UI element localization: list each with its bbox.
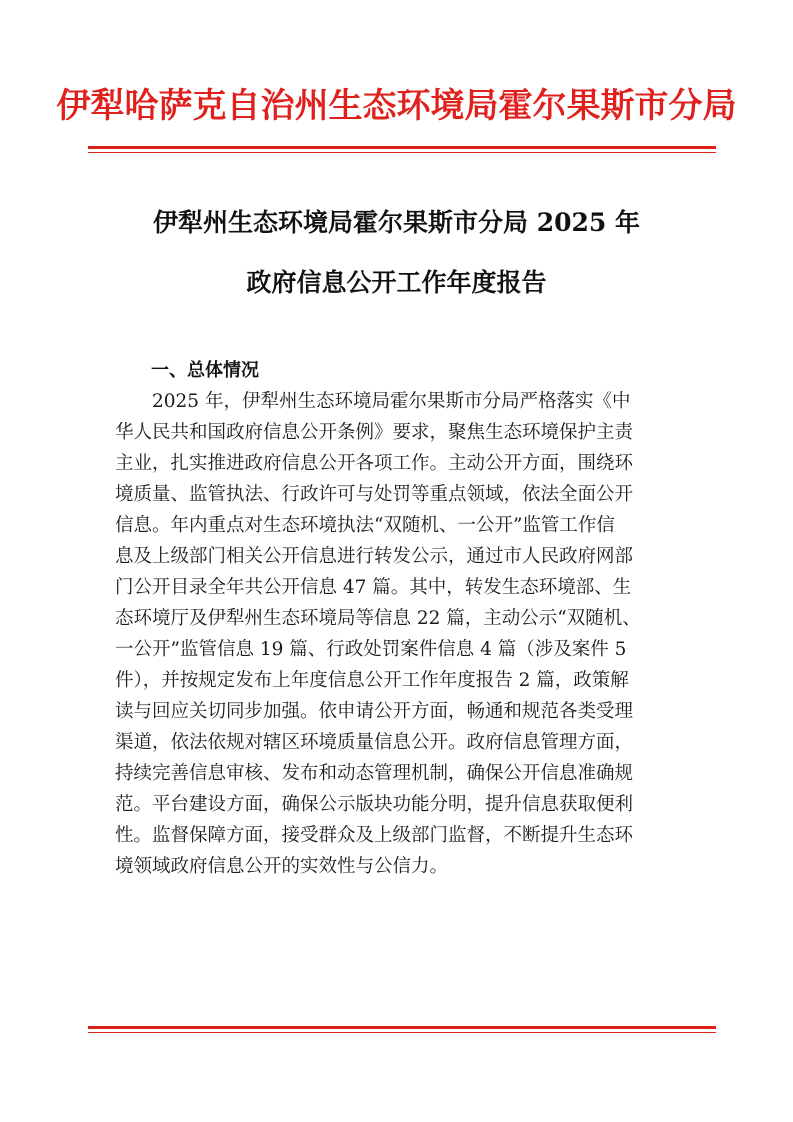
body-line: 范。平台建设方面，确保公示版块功能分明，提升信息获取便利 [115, 794, 634, 815]
body-line: 读与回应关切同步加强。依申请公开方面，畅通和规范各类受理 [115, 701, 634, 722]
body-line: 性。监督保障方面，接受群众及上级部门监督，不断提升生态环 [115, 825, 634, 846]
body-line: 门公开目录全年共公开信息 47 篇。其中，转发生态环境部、生 [115, 577, 632, 598]
footer-red-rule-thin [88, 1032, 716, 1033]
body-line: 信息。年内重点对生态环境执法“双随机、一公开”监管工作信 [115, 515, 615, 536]
section-heading-overall: 一、总体情况 [151, 360, 259, 381]
body-line: 息及上级部门相关公开信息进行转发公示，通过市人民政府网部 [115, 546, 634, 567]
header-red-rule-thick [88, 146, 716, 149]
body-line: 持续完善信息审核、发布和动态管理机制，确保公开信息准确规 [115, 763, 634, 784]
report-title-line-2: 政府信息公开工作年度报告 [246, 268, 547, 297]
body-line: 主业，扎实推进政府信息公开各项工作。主动公开方面，围绕环 [115, 453, 634, 474]
body-line: 渠道，依法依规对辖区环境质量信息公开。政府信息管理方面， [115, 732, 634, 753]
organization-header: 伊犁哈萨克自治州生态环境局霍尔果斯市分局 [56, 86, 737, 126]
body-line: 境质量、监管执法、行政许可与处罚等重点领域，依法全面公开 [115, 484, 634, 505]
body-line: 2025 年，伊犁州生态环境局霍尔果斯市分局严格落实《中 [152, 391, 631, 412]
body-line: 态环境厅及伊犁州生态环境局等信息 22 篇，主动公示“双随机、 [115, 608, 641, 629]
footer-red-rule-thick [88, 1026, 716, 1029]
report-title-line-1: 伊犁州生态环境局霍尔果斯市分局 2025 年 [153, 208, 640, 237]
body-line: 一公开”监管信息 19 篇、行政处罚案件信息 4 篇（涉及案件 5 [115, 639, 627, 660]
body-line: 华人民共和国政府信息公开条例》要求，聚焦生态环境保护主责 [115, 422, 634, 443]
section-body [115, 386, 693, 882]
body-line: 境领域政府信息公开的实效性与公信力。 [115, 856, 449, 877]
body-line: 件），并按规定发布上年度信息公开工作年度报告 2 篇，政策解 [115, 670, 629, 691]
header-red-rule-thin [88, 152, 716, 153]
